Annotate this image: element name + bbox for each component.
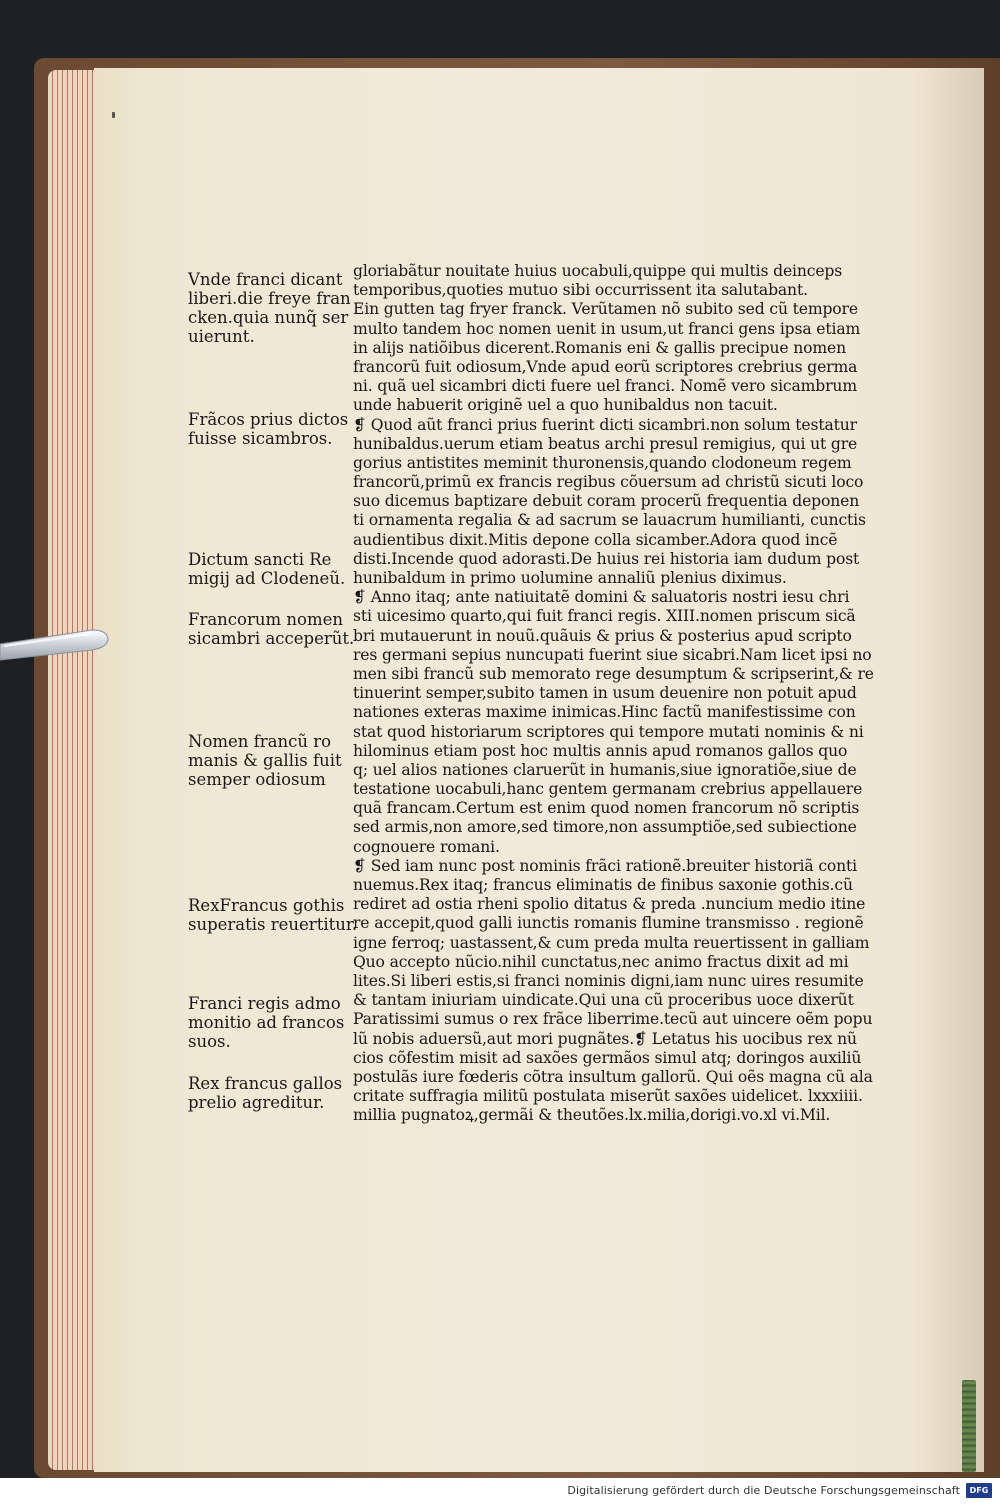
- margin-note-line: sicambri acceperũt.: [188, 629, 355, 648]
- text-line: & tantam iniuriam uindicate.Qui una cũ proceribus uoce dixerũt: [353, 991, 854, 1010]
- margin-note-line: Dictum sancti Re: [188, 550, 332, 569]
- page-pointer-tool: [0, 618, 112, 666]
- text-line: critate suffragia militũ postulata miserũt saxões uidelicet. lxxxiiii.: [353, 1087, 863, 1106]
- text-line: ni. quã uel sicambri dicti fuere uel franci. Nomẽ vero sicambrum: [353, 377, 857, 396]
- text-line: cios cõfestim misit ad saxões germãos simul atq; doringos auxiliũ: [353, 1048, 862, 1067]
- funding-credit: Digitalisierung gefördert durch die Deutsche Forschungsgemeinschaft: [567, 1484, 960, 1497]
- margin-note-line: monitio ad francos: [188, 1013, 345, 1032]
- margin-note-line: migij ad Clodeneũ.: [188, 569, 346, 588]
- text-line: hunibaldum in primo uolumine annaliũ plenius diximus.: [353, 569, 787, 587]
- margin-note-line: uierunt.: [188, 327, 255, 346]
- text-line: postulãs iure fœderis cõtra insultum gallorũ. Qui oẽs magna cũ ala: [353, 1067, 873, 1086]
- margin-note-line: Nomen francũ ro: [188, 732, 332, 751]
- text-line: hunibaldus.uerum etiam beatus archi presul remigius, qui ut gre: [353, 434, 858, 453]
- text-line: in alijs natiõibus dicerent.Romanis eni & gallis precipue nomen: [353, 338, 846, 357]
- bookmark-ribbon: [962, 1380, 976, 1472]
- pencil-mark: [112, 112, 115, 118]
- text-line: nationes exteras maxime inimicas.Hinc factũ manifestissime con: [353, 703, 856, 722]
- text-line: testatione uocabuli,hanc gentem germanam crebrius appellauere: [353, 780, 863, 799]
- text-line: rediret ad ostia rheni spolio ditatus & preda .nuncium medio itine: [353, 895, 866, 914]
- margin-note-line: Rex francus gallos: [188, 1074, 343, 1093]
- text-line: unde habuerit originẽ uel a quo hunibaldus non tacuit.: [353, 396, 778, 415]
- text-line: francorũ fuit odiosum,Vnde apud eorũ scriptores crebrius germa: [353, 357, 858, 376]
- margin-note-line: Francorum nomen: [188, 610, 343, 629]
- text-line: temporibus,quoties mutuo sibi occurrissent ita salutabant.: [353, 281, 808, 300]
- margin-note: [188, 994, 358, 1051]
- text-line: ❡ Anno itaq; ante natiuitatẽ domini & saluatoris nostri iesu chri: [353, 588, 850, 607]
- margin-note-line: cken.quia nunq̃ ser: [188, 308, 349, 327]
- margin-note-line: superatis reuertitur.: [188, 915, 358, 934]
- text-line: multo tandem hoc nomen uenit in usum,ut franci gens ipsa etiam: [353, 319, 861, 338]
- text-line: ❡ Quod aũt franci prius fuerint dicti sicambri.non solum testatur: [353, 415, 857, 434]
- text-line: gorius antistites meminit thuronensis,quando clodoneum regem: [353, 453, 852, 472]
- footer-bar: [0, 1478, 1000, 1505]
- text-line: lũ nobis aduersũ,aut mori pugnãtes.❡ Letatus his uocibus rex nũ: [353, 1029, 857, 1048]
- text-line: gloriabãtur nouitate huius uocabuli,quippe qui multis deinceps: [353, 262, 843, 280]
- text-line: ti ornamenta regalia & ad sacrum se lauacrum humilianti, cunctis: [353, 511, 866, 530]
- text-line: ❡ Sed iam nunc post nominis frãci rationẽ.breuiter historiã conti: [353, 856, 857, 875]
- text-line: hilominus etiam post hoc multis annis apud romanos gallos quo: [353, 741, 848, 760]
- margin-note-line: liberi.die freye fran: [188, 289, 351, 308]
- text-line: nuemus.Rex itaq; francus eliminatis de finibus saxonie gothis.cũ: [353, 876, 853, 894]
- text-line: bri mutauerunt in nouũ.quãuis & prius & posterius apud scripto: [353, 626, 852, 645]
- text-line: Ein gutten tag fryer franck. Verũtamen nõ subito sed cũ tempore: [353, 300, 858, 319]
- margin-note-line: Franci regis admo: [188, 994, 341, 1013]
- margin-note-line: RexFrancus gothis: [188, 896, 345, 915]
- margin-note: [188, 410, 358, 448]
- text-line: stat quod historiarum scriptores qui tempore mutati nominis & ni: [353, 722, 864, 741]
- text-line: men sibi francũ sub memorato rege desumptum & scripserint,& re: [353, 664, 874, 683]
- text-line: sed armis,non amore,sed timore,non assumptiõe,sed subiectione: [353, 818, 857, 837]
- margin-note: [188, 896, 358, 934]
- text-line: sti uicesimo quarto,qui fuit franci regis. XIII.nomen priscum sicã: [353, 607, 856, 626]
- margin-note: [188, 550, 358, 588]
- text-line: suo dicemus baptizare debuit coram procerũ frequentia deponen: [353, 492, 860, 511]
- dfg-logo: DFG: [966, 1483, 992, 1498]
- margin-note: [188, 1074, 358, 1112]
- text-line: lites.Si liberi estis,si franci nominis digni,iam nunc uires resumite: [353, 971, 864, 990]
- margin-note-line: prelio agreditur.: [188, 1093, 325, 1112]
- margin-note-line: Frãcos prius dictos: [188, 410, 349, 429]
- margin-note: [188, 270, 358, 346]
- margin-note-line: semper odiosum: [188, 770, 326, 789]
- main-text-block: [353, 262, 878, 1125]
- text-line: millia pugnatoꝝ,germãi & theutões.lx.milia,dorigi.vo.xl vi.Mil.: [353, 1106, 831, 1125]
- text-line: quã francam.Certum est enim quod nomen francorum nõ scriptis: [353, 799, 860, 818]
- margin-note-line: suos.: [188, 1032, 231, 1051]
- text-line: Paratissimi sumus o rex frãce liberrime.tecũ aut uincere oẽm popu: [353, 1010, 873, 1029]
- margin-note-line: Vnde franci dicant: [188, 270, 343, 289]
- text-line: res germani sepius nuncupati fuerint siue sicabri.Nam licet ipsi no: [353, 645, 872, 664]
- text-line: audientibus dixit.Mitis depone colla sicamber.Adora quod incẽ: [353, 530, 838, 549]
- text-line: cognouere romani.: [353, 837, 500, 856]
- margin-note: [188, 610, 358, 648]
- text-line: Quo accepto nũcio.nihil cunctatus,nec animo fractus dixit ad mi: [353, 952, 849, 971]
- text-line: re accepit,quod galli iunctis romanis flumine transmisso . regionẽ: [353, 914, 864, 933]
- margin-note: [188, 732, 358, 789]
- text-line: disti.Incende quod adorasti.De huius rei historia iam dudum post: [353, 549, 860, 568]
- margin-note-line: manis & gallis fuit: [188, 751, 342, 770]
- text-line: q; uel alios nationes claruerũt in humanis,siue ignoratiõe,siue de: [353, 760, 857, 779]
- margin-note-line: fuisse sicambros.: [188, 429, 333, 448]
- text-line: tinuerint semper,subito tamen in usum deuenire non potuit apud: [353, 684, 857, 703]
- text-line: igne ferroq; uastassent,& cum preda multa reuertissent in galliam: [353, 933, 870, 952]
- text-line: francorũ,primũ ex francis regibus cõuersum ad christũ sicuti loco: [353, 473, 864, 492]
